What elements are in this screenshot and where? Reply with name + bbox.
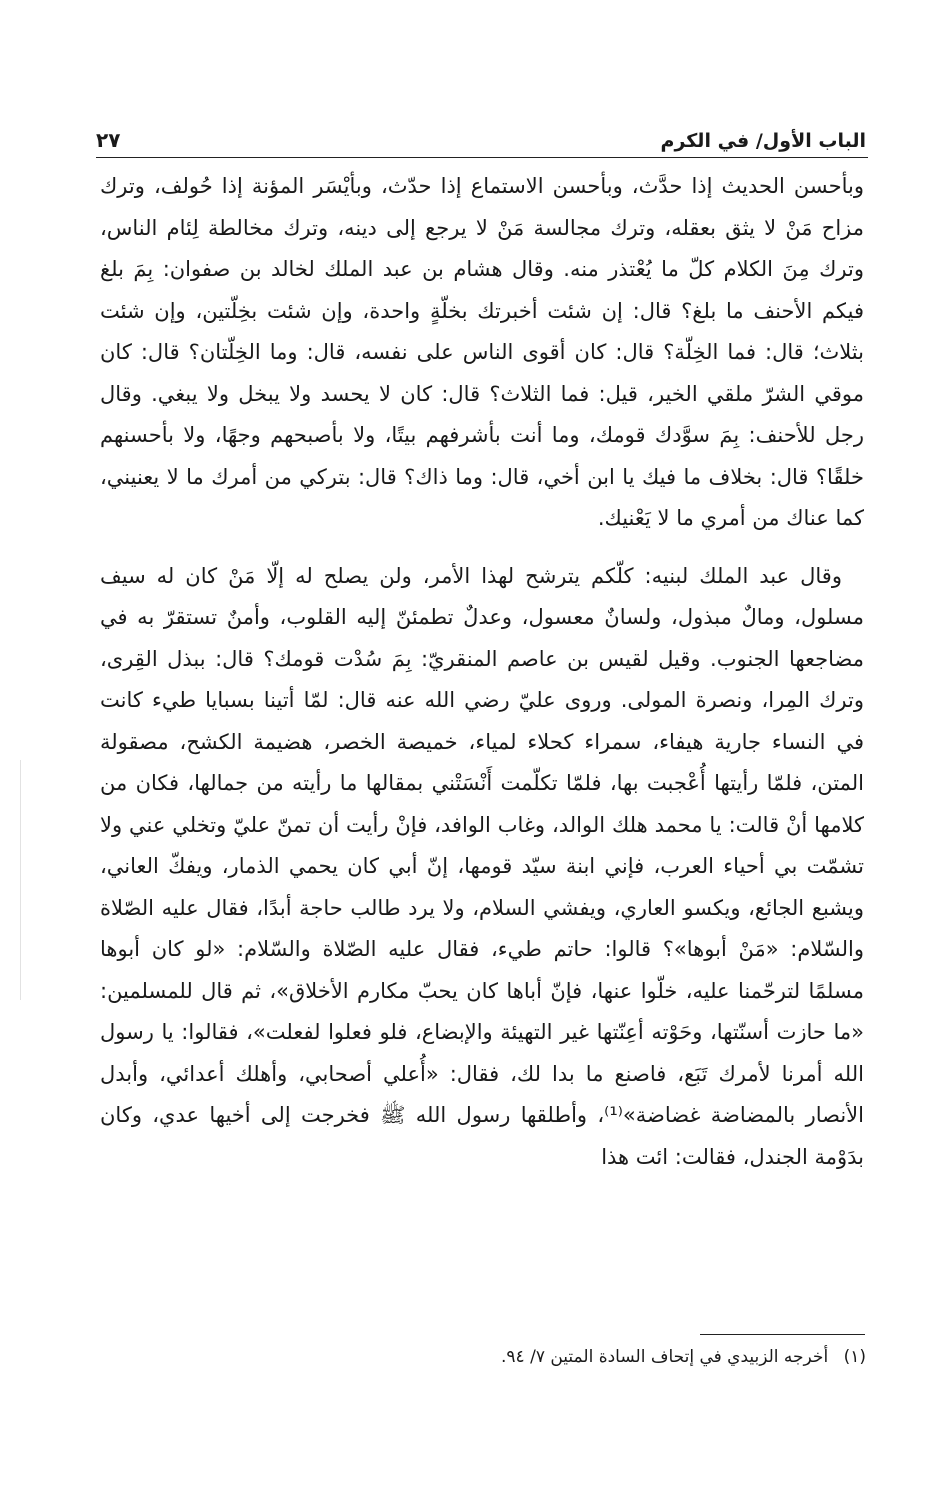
header-rule	[96, 157, 868, 158]
footnote-marker: (١)	[843, 1347, 866, 1367]
running-title: الباب الأول/ في الكرم	[660, 130, 866, 152]
footnote-text: أخرجه الزبيدي في إتحاف السادة المتين ٧/ ٩٤.	[501, 1347, 829, 1367]
page-number: ٢٧	[96, 128, 121, 152]
footnote	[300, 1343, 866, 1371]
body-text	[100, 166, 864, 1178]
footnote-rule	[700, 1334, 865, 1335]
paragraph-2: وقال عبد الملك لبنيه: كلّكم يترشح لهذا الأمر، ولن يصلح له إلّا مَنْ كان له سيف مسلول، ومالٌ مبذول، ولسانٌ معسول، وعدلٌ تطمئنّ إليه القلوب، وأمنٌ تستقرّ به في مضاجعها الجنوب. وقيل لقيس بن عاصم المنقريّ: بِمَ سُدْت قومك؟ قال: ببذل القِرى، وترك المِرا، ونصرة المولى. وروى عليّ رضي الله عنه قال: لمّا أتينا بسبايا طيء كانت في النساء جارية هيفاء، سمراء كحلاء لمياء، خميصة الخصر، هضيمة الكشح، مصقولة المتن، فلمّا رأيتها أُعْجبت بها، فلمّا تكلّمت أَنْسَتْني بمقالها ما رأيته من جمالها، فكان من كلامها أنْ قالت: يا محمد هلك الوالد، وغاب الوافد، فإنْ رأيت أن تمنّ عليّ وتخلي عني ولا تشمّت بي أحياء العرب، فإني ابنة سيّد قومها، إنّ أبي كان يحمي الذمار، ويفكّ العاني، ويشبع الجائع، ويكسو العاري، ويفشي السلام، ولا يرد طالب حاجة أبدًا، فقال عليه الصّلاة والسّلام: «مَنْ أبوها»؟ قالوا: حاتم طيء، فقال عليه الصّلاة والسّلام: «لو كان أبوها مسلمًا لترحّمنا عليه، خلّوا عنها، فإنّ أباها كان يحبّ مكارم الأخلاق»، ثم قال للمسلمين: «ما حازت أسنّتها، وحَوْته أعِنّتها غير التهيئة والإبضاع، فلو فعلوا لفعلت»، فقالوا: يا رسول الله أمرنا لأمرك تَبَع، فاصنع ما بدا لك، فقال: «أُعلي أصحابي، وأهلك أعدائي، وأبدل الأنصار بالمضاضة غضاضة»⁽¹⁾، وأطلقها رسول الله ﷺ فخرجت إلى أخيها عدي، وكان بدَوْمة الجندل، فقالت: ائت هذا	[100, 563, 864, 1169]
scan-margin-line	[20, 760, 21, 1000]
paragraph-1: وبأحسن الحديث إذا حدَّث، وبأحسن الاستماع إذا حدّث، وبأيْسَر المؤنة إذا حُولف، وترك مزاح مَنْ لا يثق بعقله، وترك مجالسة مَنْ لا يرجع إلى دينه، وترك مخالطة لِئام الناس، وترك مِنَ الكلام كلّ ما يُعْتذر منه. وقال هشام بن عبد الملك لخالد بن صفوان: بِمَ بلغ فيكم الأحنف ما بلغ؟ قال: إن شئت أخبرتك بخلّةٍ واحدة، وإن شئت بخِلّتين، وإن شئت بثلاث؛ قال: فما الخِلّة؟ قال: كان أقوى الناس على نفسه، قال: وما الخِلّتان؟ قال: كان موقي الشرّ ملقي الخير، قيل: فما الثلاث؟ قال: كان لا يحسد ولا يبخل ولا يبغي. وقال رجل للأحنف: بِمَ سوَّدك قومك، وما أنت بأشرفهم بيتًا، ولا بأصبحهم وجهًا، ولا بأحسنهم خلقًا؟ قال: بخلاف ما فيك يا ابن أخي، قال: وما ذاك؟ قال: بتركي من أمرك ما لا يعنيني، كما عناك من أمري ما لا يَعْنيك.	[100, 174, 864, 530]
page-header	[96, 112, 866, 152]
